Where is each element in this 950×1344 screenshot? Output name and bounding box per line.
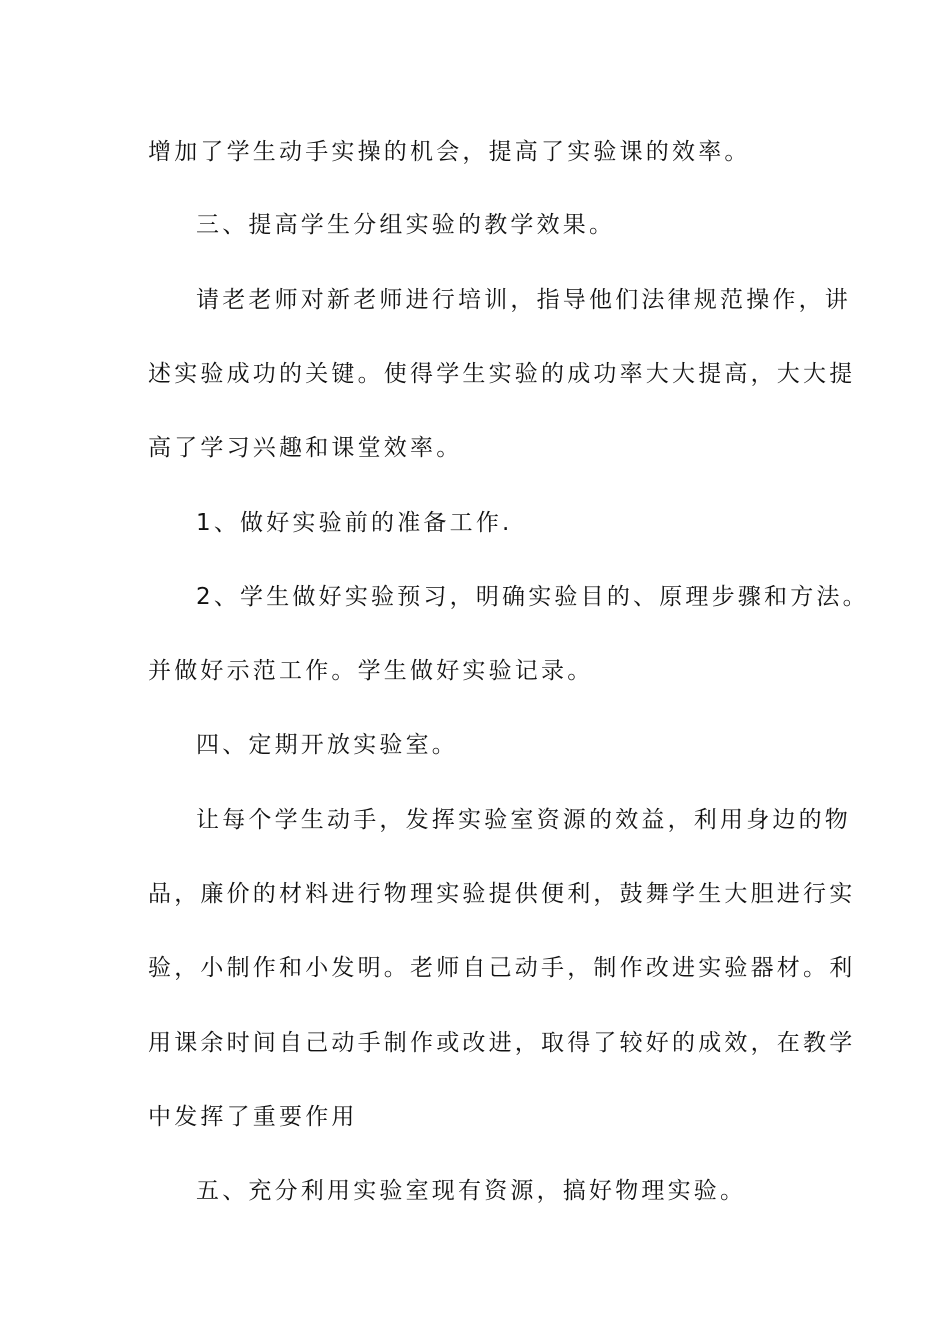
paragraph-line: 述实验成功的关键。使得学生实验的成功率大大提高，大大提 [148,361,856,387]
section-heading-5: 五、充分利用实验室现有资源，搞好物理实验。 [196,1178,747,1204]
paragraph-line: 增加了学生动手实操的机会，提高了实验课的效率。 [148,139,751,165]
paragraph-line: 品，廉价的材料进行物理实验提供便利，鼓舞学生大胆进行实 [148,881,856,907]
section-heading-3: 三、提高学生分组实验的教学效果。 [196,212,616,238]
paragraph-line: 用课余时间自己动手制作或改进，取得了较好的成效，在教学 [148,1030,856,1056]
paragraph-line: 并做好示范工作。学生做好实验记录。 [148,658,594,684]
list-item-1: 1、做好实验前的准备工作. [196,510,513,536]
paragraph-line: 中发挥了重要作用 [148,1104,358,1130]
paragraph-line: 验，小制作和小发明。老师自己动手，制作改进实验器材。利 [148,955,856,981]
section-heading-4: 四、定期开放实验室。 [196,732,458,758]
paragraph-line: 让每个学生动手，发挥实验室资源的效益，利用身边的物 [196,807,851,833]
paragraph-line: 高了学习兴趣和课堂效率。 [148,435,463,461]
paragraph-line: 请老老师对新老师进行培训，指导他们法律规范操作，讲 [196,287,851,313]
list-item-2: 2、学生做好实验预习，明确实验目的、原理步骤和方法。 [196,584,869,610]
